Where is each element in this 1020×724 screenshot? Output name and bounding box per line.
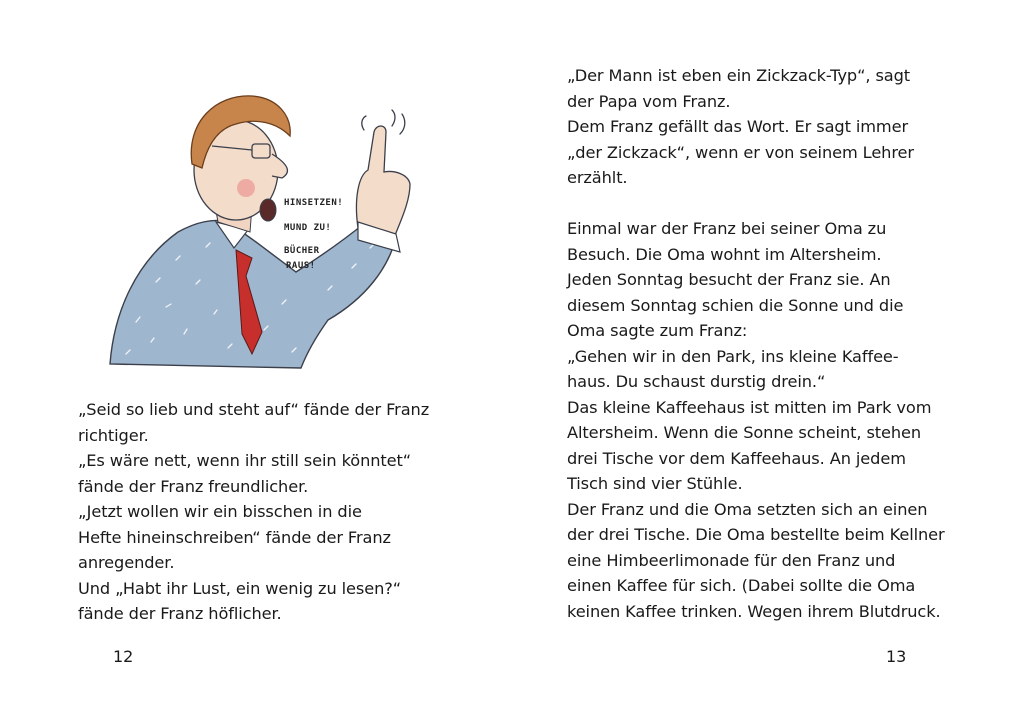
text-line: drei Tische vor dem Kaffeehaus. An jedem (567, 448, 906, 468)
teacher-illustration (96, 72, 436, 378)
text-line: keinen Kaffee trinken. Wegen ihrem Blutdruck. (567, 601, 941, 621)
text-line: erzählt. (567, 168, 628, 187)
raised-finger-hand (356, 126, 410, 238)
text-line: eine Himbeerlimonade für den Franz und (567, 550, 896, 570)
right-page-text (567, 63, 945, 624)
text-line: fände der Franz freundlicher. (78, 476, 309, 496)
text-line: Jeden Sonntag besucht der Franz sie. An (567, 270, 891, 289)
text-line: Und „Habt ihr Lust, ein wenig zu lesen?“ (78, 578, 402, 598)
speech-line: HINSETZEN! (284, 198, 344, 208)
text-line: haus. Du schaust durstig drein.“ (567, 372, 826, 391)
page-number: 13 (886, 647, 907, 666)
text-line: richtiger. (78, 425, 149, 445)
text-line: „Gehen wir in den Park, ins kleine Kaffee- (567, 346, 899, 366)
text-line: Besuch. Die Oma wohnt im Altersheim. (567, 244, 882, 264)
paragraph-gap (567, 191, 945, 217)
text-line: Hefte hineinschreiben“ fände der Franz (78, 527, 391, 547)
text-line: „Seid so lieb und steht auf“ fände der Franz (78, 400, 430, 419)
left-page-text (78, 397, 429, 627)
text-line: Oma sagte zum Franz: (567, 321, 748, 340)
text-line: „Jetzt wollen wir ein bisschen in die (78, 502, 362, 521)
nose (272, 154, 287, 178)
text-line: einen Kaffee für sich. (Dabei sollte die Oma (567, 576, 916, 595)
mouth (260, 199, 276, 221)
speech-line: BÜCHER (284, 246, 320, 256)
text-line: „Es wäre nett, wenn ihr still sein könntet“ (78, 451, 412, 470)
text-line: anregender. (78, 553, 175, 572)
text-line: der drei Tische. Die Oma bestellte beim Kellner (567, 525, 945, 544)
text-line: Dem Franz gefällt das Wort. Er sagt immer (567, 117, 909, 136)
text-line: Tisch sind vier Stühle. (567, 474, 743, 493)
text-line: der Papa vom Franz. (567, 91, 731, 111)
text-line: Altersheim. Wenn die Sonne scheint, stehen (567, 423, 922, 442)
text-line: diesem Sonntag schien die Sonne und die (567, 295, 904, 315)
text-line: „Der Mann ist eben ein Zickzack-Typ“, sagt (567, 66, 911, 85)
text-line: „der Zickzack“, wenn er von seinem Lehrer (567, 142, 914, 162)
page-number: 12 (113, 647, 134, 666)
text-line: Das kleine Kaffeehaus ist mitten im Park vom (567, 397, 932, 417)
text-line: fände der Franz höflicher. (78, 604, 282, 623)
speech-line: RAUS! (286, 261, 316, 271)
cheek (237, 179, 255, 197)
speech-line: MUND ZU! (284, 223, 332, 233)
right-page (510, 0, 1020, 724)
text-line: Einmal war der Franz bei seiner Oma zu (567, 219, 887, 238)
text-line: Der Franz und die Oma setzten sich an einen (567, 499, 928, 519)
